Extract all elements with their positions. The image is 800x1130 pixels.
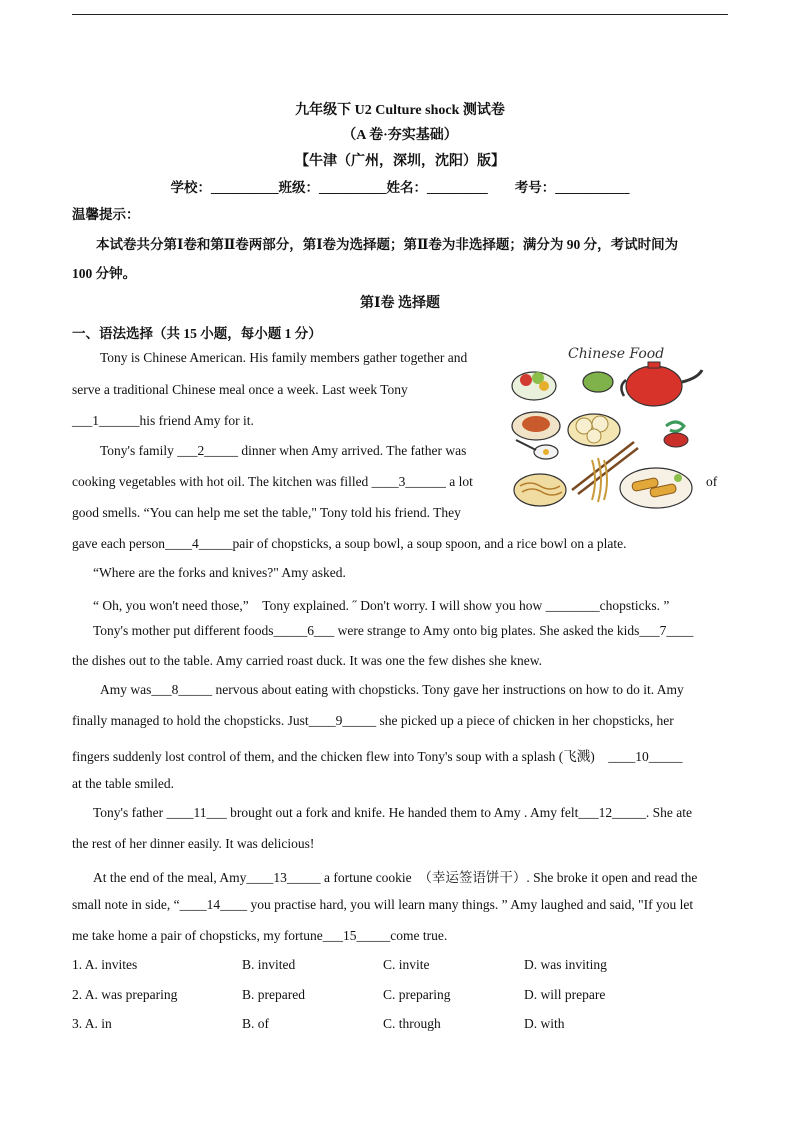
passage-line: ___1______his friend Amy for it. bbox=[72, 413, 254, 428]
passage-line: “Where are the forks and knives?" Amy asked. bbox=[93, 565, 346, 580]
page-title: 九年级下 U2 Culture shock 测试卷 bbox=[295, 103, 505, 118]
passage-line: “ Oh, you won't need those,” Tony explained. ˝ Don't worry. I will show you how ________chopsticks. ” bbox=[93, 598, 670, 613]
passage-line: me take home a pair of chopsticks, my fortune___15_____come true. bbox=[72, 928, 448, 943]
passage-line: the dishes out to the table. Amy carried roast duck. It was one the few dishes she knew. bbox=[72, 653, 543, 668]
part-heading: 一、语法选择（共 15 小题，每小题 1 分） bbox=[72, 326, 322, 341]
option-c[interactable]: C. invite bbox=[383, 957, 430, 972]
passage-line: small note in side, “____14____ you practise hard, you will learn many things. ” Amy laughed and said, "If you let bbox=[72, 897, 694, 912]
passage-line: Amy was___8_____ nervous about eating with chopsticks. Tony gave her instructions on how to do it. Amy bbox=[100, 682, 684, 697]
passage-line: Tony is Chinese American. His family members gather together and bbox=[100, 350, 468, 365]
option-d[interactable]: D. will prepare bbox=[524, 987, 606, 1002]
passage-line: the rest of her dinner easily. It was delicious! bbox=[72, 836, 315, 851]
notice-line-2: 100 分钟。 bbox=[72, 266, 137, 281]
passage-line: Tony's family ___2_____ dinner when Amy arrived. The father was bbox=[100, 443, 467, 458]
passage-line: serve a traditional Chinese meal once a week. Last week Tony bbox=[72, 382, 408, 397]
notice-label: 温馨提示： bbox=[72, 207, 140, 222]
passage-line: good smells. “You can help me set the table," Tony told his friend. They bbox=[72, 505, 461, 520]
option-c[interactable]: C. through bbox=[383, 1016, 441, 1031]
section-title: 第Ⅰ卷 选择题 bbox=[359, 296, 441, 311]
illustration-caption: Chinese Food bbox=[568, 346, 665, 362]
passage-line: finally managed to hold the chopsticks. Just____9_____ she picked up a piece of chicken in her chopsticks, her bbox=[72, 713, 674, 728]
passage-line: at the table smiled. bbox=[72, 776, 174, 791]
passage-line: fingers suddenly lost control of them, and the chicken flew into Tony's soup with a splash (飞溅) ____10_____ bbox=[72, 749, 683, 764]
option-a[interactable]: 2. A. was preparing bbox=[72, 987, 178, 1002]
food-drawing bbox=[506, 340, 718, 522]
option-c[interactable]: C. preparing bbox=[383, 987, 451, 1002]
option-b[interactable]: B. of bbox=[242, 1016, 269, 1031]
option-b[interactable]: B. invited bbox=[242, 957, 296, 972]
student-info-line: 学校：__________班级：__________姓名：_________ 考号：___________ bbox=[170, 180, 630, 195]
notice-line-1: 本试卷共分第Ⅰ卷和第Ⅱ卷两部分，第Ⅰ卷为选择题；第Ⅱ卷为非选择题；满分为 90 分，考试时间为 bbox=[96, 237, 679, 252]
passage-line: of bbox=[706, 474, 718, 489]
publisher-line: 【牛津（广州，深圳，沈阳）版】 bbox=[295, 154, 505, 169]
option-b[interactable]: B. prepared bbox=[242, 987, 305, 1002]
option-d[interactable]: D. was inviting bbox=[524, 957, 607, 972]
option-a[interactable]: 1. A. invites bbox=[72, 957, 138, 972]
chinese-food-illustration bbox=[506, 340, 718, 522]
passage-line: cooking vegetables with hot oil. The kitchen was filled ____3______ a lot bbox=[72, 474, 473, 489]
page-subtitle: （A 卷·夯实基础） bbox=[342, 128, 458, 143]
header-rule bbox=[72, 14, 728, 15]
passage-line: Tony's mother put different foods_____6___ were strange to Amy onto big plates. She asked the kids___7____ bbox=[93, 623, 694, 638]
passage-line: Tony's father ____11___ brought out a fork and knife. He handed them to Amy . Amy felt___12_____. She ate bbox=[93, 805, 693, 820]
passage-line: gave each person____4_____pair of chopsticks, a soup bowl, a soup spoon, and a rice bowl on a plate. bbox=[72, 536, 627, 551]
option-d[interactable]: D. with bbox=[524, 1016, 565, 1031]
passage-line: At the end of the meal, Amy____13_____ a fortune cookie （幸运签语饼干）. She broke it open and read the bbox=[93, 870, 698, 885]
option-a[interactable]: 3. A. in bbox=[72, 1016, 112, 1031]
